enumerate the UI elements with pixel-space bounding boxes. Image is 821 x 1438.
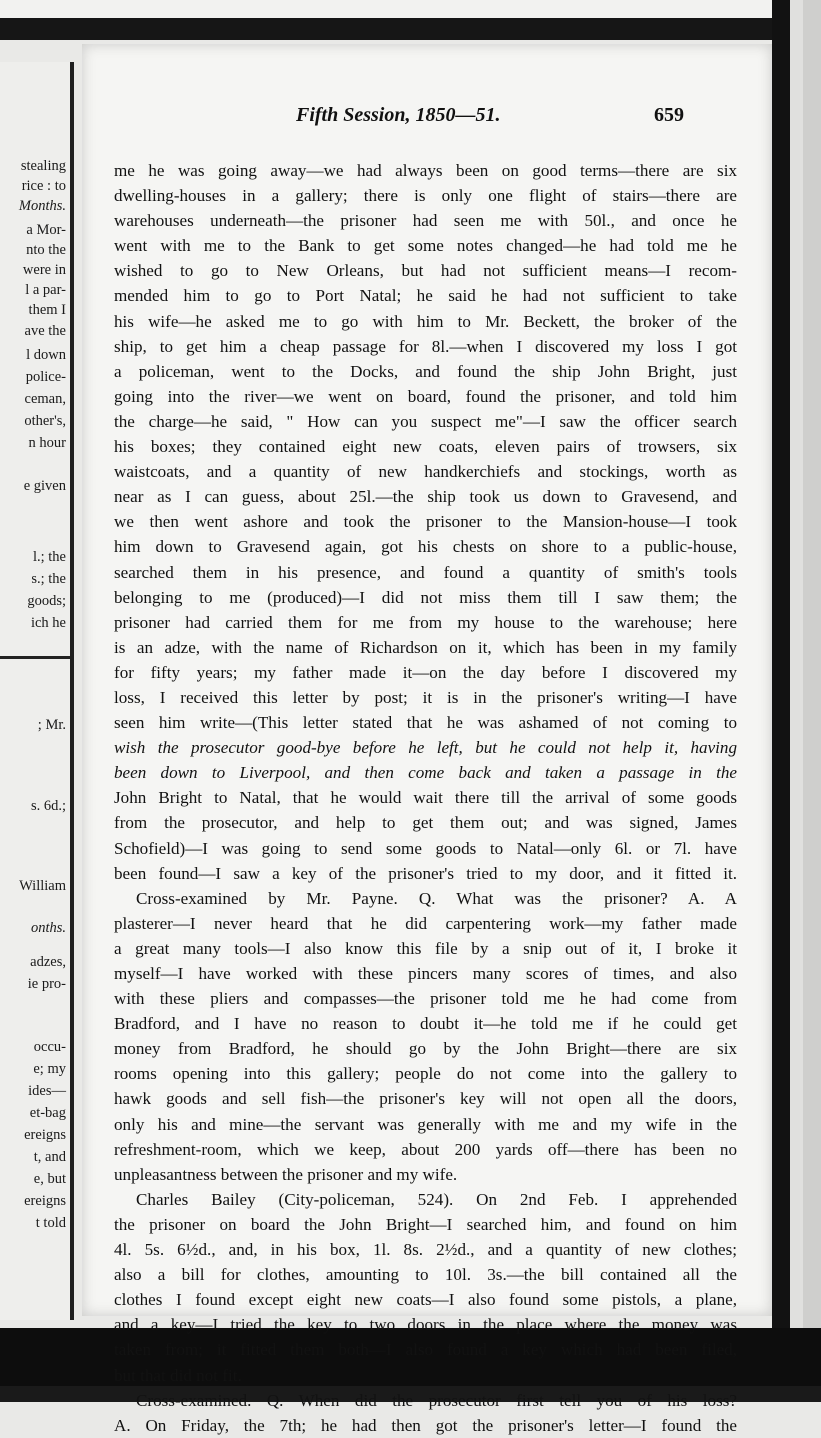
- text-line: refreshment-room, which we keep, about 200 yards off—there has been no: [114, 1139, 737, 1159]
- page-number: 659: [654, 104, 684, 126]
- text-line: John Bright to Natal, that he would wait there till the arrival of some goods: [114, 788, 737, 808]
- running-title: Fifth Session, 1850—51.: [296, 104, 501, 126]
- left-fragment-line: stealing: [20, 158, 66, 174]
- left-fragment-line: adzes,: [30, 954, 66, 970]
- text-line: clothes I found except eight new coats—I also found some pistols, a plane,: [114, 1290, 737, 1310]
- text-line: the charge—he said, " How can you suspect me"—I saw the officer search: [114, 411, 737, 431]
- text-line: dwelling-houses in a gallery; there is only one flight of stairs—there are: [114, 186, 737, 206]
- left-fragment-line: e given: [23, 478, 66, 494]
- text-line: mended him to go to Port Natal; he said he had not sufficient to take: [114, 286, 737, 306]
- left-fragment-line: l a par-: [25, 282, 66, 298]
- left-fragment-line: were in: [22, 262, 66, 278]
- left-fragment-line: them I: [28, 302, 66, 318]
- text-line: with these pliers and compasses—the prisoner told me he had come from: [114, 989, 737, 1009]
- text-line: Cross-examined by Mr. Payne. Q. What was the prisoner? A. A: [136, 888, 737, 908]
- page-body: [114, 158, 737, 1438]
- left-fragment-line: n hour: [28, 435, 66, 451]
- text-line: we then went ashore and took the prisoner to the Mansion-house—I took: [114, 512, 737, 532]
- text-line: unpleasantness between the prisoner and my wife.: [114, 1164, 458, 1184]
- text-line: warehouses underneath—the prisoner had seen me with 50l., and once he: [114, 211, 737, 231]
- text-line: but that did not fit.: [114, 1365, 242, 1385]
- text-line: ship, to get him a cheap passage for 8l.—when I discovered my loss I got: [114, 336, 737, 356]
- left-fragment-line: other's,: [24, 413, 66, 429]
- text-line: prisoner had carried them for me from my house to the warehouse; here: [114, 612, 737, 632]
- text-line: taken from; it fitted them both—I also found a key which had been filed,: [114, 1340, 737, 1360]
- text-line: hawk goods and sell fish—the prisoner's key will not open all the doors,: [114, 1089, 737, 1109]
- text-line: belonging to me (produced)—I did not miss them till I saw them; the: [114, 587, 737, 607]
- text-line: him down to Gravesend again, got his chests on shore to a public-house,: [114, 537, 737, 557]
- left-page-fragment: [0, 62, 74, 1320]
- left-fragment-line: William: [19, 878, 66, 894]
- scan-background-right-edge: [803, 0, 821, 1402]
- text-line: Cross-examined. Q. When did the prosecutor first tell you of his loss?: [136, 1390, 737, 1410]
- left-fragment-line: goods;: [27, 593, 66, 609]
- text-line: near as I can guess, about 25l.—the ship took us down to Gravesend, and: [114, 487, 737, 507]
- left-fragment-line: a Mor-: [26, 222, 66, 238]
- left-fragment-line: occu-: [33, 1039, 66, 1055]
- left-fragment-line: ceman,: [24, 391, 66, 407]
- text-line: rooms opening into this gallery; people do not come into the gallery to: [114, 1064, 737, 1084]
- text-line: his wife—he asked me to go with him to Mr. Beckett, the broker of the: [114, 311, 737, 331]
- text-line: been found—I saw a key of the prisoner's tried to my door, and it fitted it.: [114, 863, 737, 883]
- left-fragment-line: rice : to: [21, 178, 66, 194]
- left-fragment-line: Months.: [18, 198, 66, 214]
- text-line: is an adze, with the name of Richardson on it, which has been in my family: [114, 637, 737, 657]
- text-line: going into the river—we went on board, found the prisoner, and told him: [114, 386, 737, 406]
- text-line: waistcoats, and a quantity of new handkerchiefs and stockings, worth as: [114, 462, 737, 482]
- text-line: wish the prosecutor good-bye before he left, but he could not help it, having: [114, 738, 737, 758]
- text-line: his boxes; they contained eight new coats, eleven pairs of trowsers, six: [114, 437, 737, 457]
- text-line: wished to go to New Orleans, but had not sufficient means—I recom-: [114, 261, 737, 281]
- left-fragment-line: ides—: [28, 1083, 66, 1099]
- text-line: plasterer—I never heard that he did carpentering work—my father made: [114, 913, 737, 933]
- text-line: 4l. 5s. 6½d., and, in his box, 1l. 8s. 2½d., and a quantity of new clothes;: [114, 1240, 737, 1260]
- text-line: Schofield)—I was going to send some goods to Natal—only 6l. or 7l. have: [114, 838, 737, 858]
- text-line: money from Bradford, he should go by the John Bright—there are six: [114, 1039, 737, 1059]
- left-fragment-line: nto the: [26, 242, 66, 258]
- left-fragment-line: ich he: [30, 615, 66, 631]
- text-line: went with me to the Bank to get some notes changed—he had told me he: [114, 236, 737, 256]
- left-fragment-line: ave the: [24, 323, 66, 339]
- left-fragment-line: onths.: [30, 920, 66, 936]
- left-fragment-line: s.; the: [31, 571, 66, 587]
- left-fragment-line: ; Mr.: [37, 717, 66, 733]
- left-fragment-line: l down: [26, 347, 66, 363]
- text-line: for fifty years; my father made it—on the day before I discovered my: [114, 662, 737, 682]
- left-divider: [0, 656, 70, 659]
- text-line: also a bill for clothes, amounting to 10l. 3s.—the bill contained all the: [114, 1265, 737, 1285]
- left-fragment-line: l.; the: [32, 549, 66, 565]
- text-line: Charles Bailey (City-policeman, 524). On 2nd Feb. I apprehended: [136, 1189, 737, 1209]
- text-line: me he was going away—we had always been on good terms—there are six: [114, 161, 737, 180]
- text-line: a policeman, went to the Docks, and found the ship John Bright, just: [114, 361, 737, 381]
- text-line: a great many tools—I also know this file by a snip out of it, I broke it: [114, 938, 737, 958]
- left-fragment-line: t told: [35, 1215, 66, 1231]
- text-line: A. On Friday, the 7th; he had then got the prisoner's letter—I found the: [114, 1415, 737, 1435]
- text-line: been down to Liverpool, and then come back and taken a passage in the: [114, 763, 737, 783]
- text-line: myself—I have worked with these pincers many scores of times, and also: [114, 964, 737, 983]
- left-fragment-line: e; my: [33, 1061, 66, 1077]
- page-header: [82, 104, 772, 130]
- text-line: and a key—I tried the key to two doors in the place where the money was: [114, 1315, 737, 1335]
- left-fragment-line: e, but: [33, 1171, 66, 1187]
- scan-background-strip: [0, 0, 780, 18]
- left-fragment-line: police-: [25, 369, 66, 385]
- left-fragment-line: ereigns: [24, 1193, 66, 1209]
- text-line: searched them in his presence, and found a quantity of smith's tools: [114, 562, 737, 582]
- left-fragment-line: s. 6d.;: [30, 798, 66, 814]
- text-line: the prisoner on board the John Bright—I searched him, and found on him: [114, 1214, 737, 1234]
- text-line: only his and mine—the servant was generally with me and my wife in the: [114, 1114, 737, 1134]
- left-fragment-line: ereigns: [24, 1127, 66, 1143]
- text-line: seen him write—(This letter stated that he was ashamed of not coming to: [114, 713, 737, 733]
- book-page: [82, 44, 772, 1435]
- text-line: loss, I received this letter by post; it is in the prisoner's writing—I have: [114, 687, 737, 707]
- text-line: Bradford, and I have no reason to doubt it—he told me if he could get: [114, 1014, 737, 1034]
- left-fragment-line: et-bag: [29, 1105, 66, 1121]
- left-fragment-line: t, and: [33, 1149, 66, 1165]
- text-line: from the prosecutor, and help to get them out; and was signed, James: [114, 813, 737, 833]
- left-fragment-line: ie pro-: [27, 976, 66, 992]
